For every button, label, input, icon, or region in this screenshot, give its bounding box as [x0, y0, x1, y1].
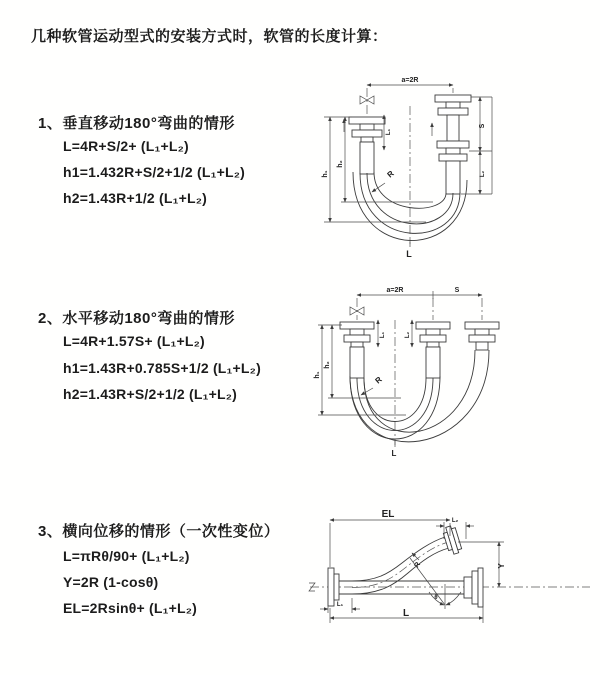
hose-u-bend-moved	[350, 350, 489, 442]
valve-icon	[360, 96, 374, 104]
dim-label-r: R	[413, 561, 423, 570]
dim-h2	[337, 117, 433, 202]
section-3-formula-el: EL=2Rsinθ+ (L₁+L₂)	[63, 600, 198, 616]
dim-label-y: Y	[497, 563, 506, 569]
dim-l2	[480, 151, 486, 194]
dim-label-l2: L₂	[451, 518, 459, 524]
section-2-formula-h1: h1=1.43R+0.785S+1/2 (L₁+L₂)	[63, 360, 261, 376]
dim-label-l: L	[402, 608, 410, 619]
right-pipe	[432, 95, 471, 194]
dim-l2	[405, 320, 412, 347]
section-2-formula-l: L=4R+1.57S+ (L₁+L₂)	[63, 333, 205, 349]
left-flange	[328, 568, 339, 606]
dim-label-l: L	[391, 449, 397, 458]
diagram-vertical-180-bend	[308, 66, 593, 262]
hose-s-curve	[352, 537, 449, 594]
dim-label-h2: h₂	[337, 160, 344, 168]
section-3-formula-l: L=πRθ/90+ (L₁+L₂)	[63, 548, 190, 564]
section-3-formula-y: Y=2R (1-cosθ)	[63, 574, 159, 590]
page-title: 几种软管运动型式的安装方式时，软管的长度计算：	[31, 28, 388, 45]
dim-label-a2r: a=2R	[386, 287, 404, 294]
section-3-heading: 3、横向位移的情形（一次性变位）	[38, 523, 280, 540]
section-1-formula-l: L=4R+S/2+ (L₁+L₂)	[63, 138, 189, 154]
dim-label-a2r: a=2R	[401, 77, 419, 84]
middle-pipe	[416, 322, 450, 378]
radius-leader	[372, 169, 396, 192]
dim-label-h2: h₂	[324, 361, 331, 369]
dim-l1	[378, 320, 386, 347]
dim-label-l2: L₂	[405, 331, 411, 339]
dim-label-l1: L₁	[386, 128, 392, 136]
left-pipe	[344, 117, 385, 174]
section-2-heading: 2、水平移动180°弯曲的情形	[38, 310, 235, 327]
dim-label-el: EL	[381, 509, 395, 520]
dim-label-h1: h₁	[314, 371, 321, 379]
right-pipe	[465, 322, 499, 350]
section-1-formula-h2: h2=1.43R+1/2 (L₁+L₂)	[63, 190, 208, 206]
dim-a2r-and-s	[357, 287, 482, 320]
dim-l1	[320, 598, 360, 613]
section-2-formula-h2: h2=1.43R+S/2+1/2 (L₁+L₂)	[63, 386, 238, 402]
dim-label-l1: L₁	[380, 331, 386, 339]
dim-label-l1: L₁	[336, 602, 344, 608]
dim-label-r: R	[373, 374, 384, 386]
valve-icon	[350, 307, 364, 315]
upper-flange	[442, 525, 463, 556]
diagram-horizontal-180-bend	[306, 280, 598, 470]
dim-label-s: S	[479, 123, 486, 129]
dim-label-s: S	[454, 287, 460, 294]
dim-l	[330, 607, 483, 623]
dim-label-h1: h₁	[322, 170, 329, 178]
dim-label-r: R	[385, 168, 396, 180]
dim-label-l: L	[406, 249, 412, 259]
left-pipe	[340, 322, 374, 378]
dim-label-l2: L₂	[480, 170, 486, 178]
section-1-heading: 1、垂直移动180°弯曲的情形	[38, 115, 235, 132]
section-1-formula-h1: h1=1.432R+S/2+1/2 (L₁+L₂)	[63, 164, 245, 180]
diagram-lateral-displacement	[298, 506, 598, 646]
dim-el	[330, 509, 450, 570]
dim-label-theta: θ	[434, 595, 438, 601]
